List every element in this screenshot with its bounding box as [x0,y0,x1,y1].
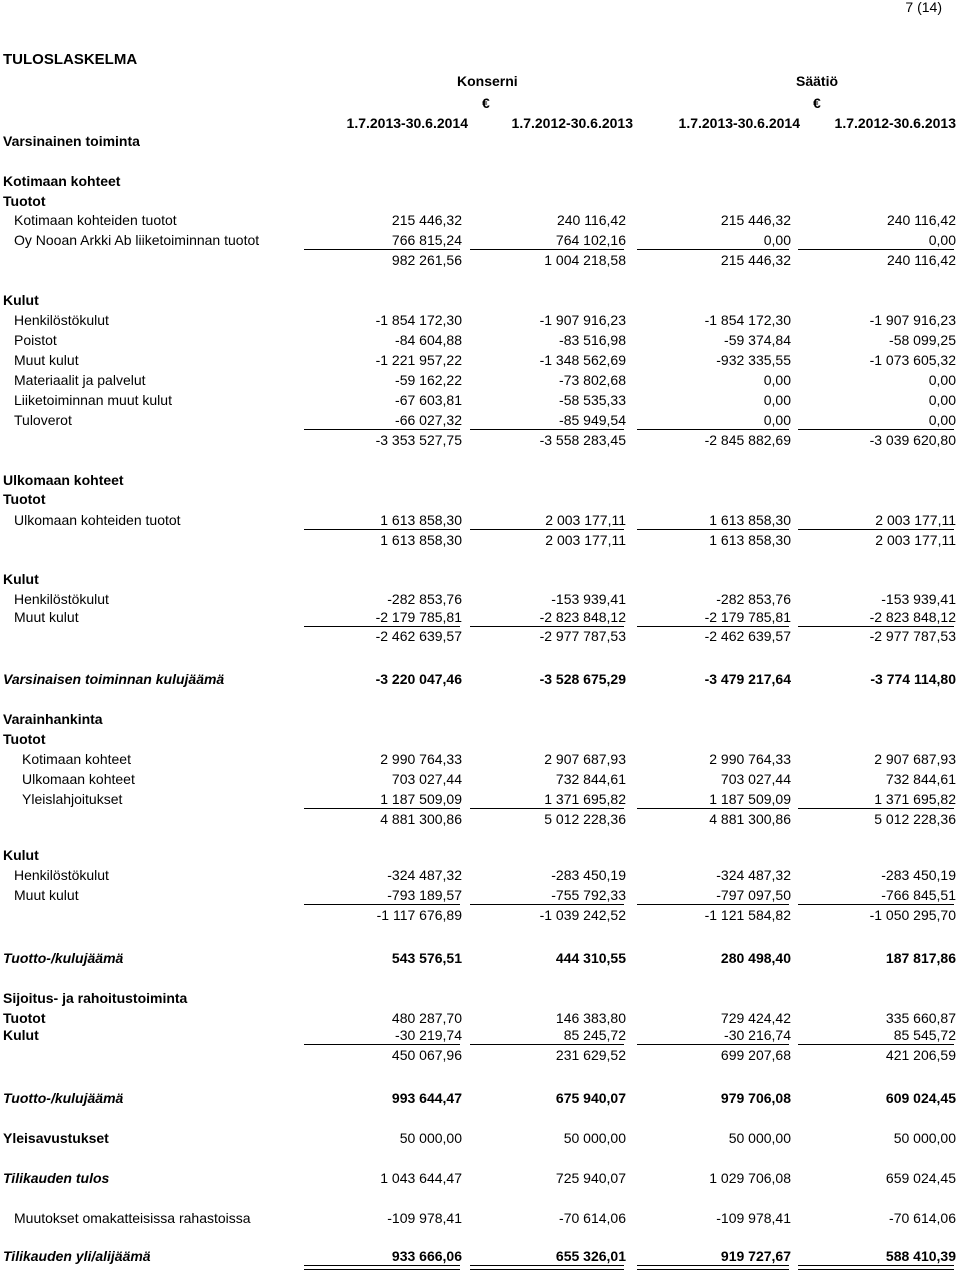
value-cell-col2: 2 003 177,11 [545,512,626,528]
sum-underline [304,1044,460,1045]
row-label: Tuotot [3,193,46,209]
period-konserni-current: 1.7.2013-30.6.2014 [346,115,468,131]
sum-underline [470,1044,624,1045]
row-label: Yleislahjoitukset [22,791,123,807]
value-cell-col2: -1 907 916,23 [539,312,626,328]
row-label: Ulkomaan kohteet [22,771,135,787]
double-underline [798,1265,954,1270]
value-cell-col3: 4 881 300,86 [709,811,791,827]
sum-underline [304,808,460,809]
value-cell-col3: 1 613 858,30 [709,512,791,528]
value-cell-col1: -67 603,81 [395,392,462,408]
value-cell-col1: 766 815,24 [391,232,462,248]
sum-underline [470,808,624,809]
value-cell-col1: -793 189,57 [387,887,462,903]
value-cell-col3: -797 097,50 [716,887,791,903]
value-cell-col4: 0,00 [928,232,956,248]
sum-underline [637,249,789,250]
value-cell-col2: -73 802,68 [559,372,626,388]
sum-underline [470,429,624,430]
sum-underline [637,529,789,530]
row-label: Materiaalit ja palvelut [14,372,146,388]
row-label: Kulut [3,1027,39,1043]
sum-underline [798,626,954,627]
sum-underline [470,626,624,627]
row-label: Tuotot [3,491,46,507]
section-label: Varsinainen toiminta [3,133,140,149]
row-label: Henkilöstökulut [14,867,109,883]
double-underline [637,1265,789,1270]
value-cell-col2: 85 245,72 [563,1027,626,1043]
value-cell-col4: -2 823 848,12 [869,609,956,625]
value-cell-col4: 0,00 [928,412,956,428]
sum-underline [798,249,954,250]
value-cell-col1: -2 179 785,81 [375,609,462,625]
row-label: Ulkomaan kohteet [3,472,124,488]
row-label: Kulut [3,292,39,308]
value-cell-col2: -153 939,41 [551,591,626,607]
value-cell-col4: -2 977 787,53 [869,628,956,644]
value-cell-col2: -83 516,98 [559,332,626,348]
value-cell-col4: 50 000,00 [893,1130,956,1146]
value-cell-col2: 231 629,52 [555,1047,626,1063]
value-cell-col4: 85 545,72 [893,1027,956,1043]
value-cell-col4: -283 450,19 [881,867,956,883]
row-label: Tuotot [3,731,46,747]
value-cell-col2: 240 116,42 [556,212,626,228]
value-cell-col1: -30 219,74 [395,1027,462,1043]
value-cell-col4: -766 845,51 [881,887,956,903]
double-underline [470,1265,624,1270]
value-cell-col3: -324 487,32 [716,867,791,883]
value-cell-col2: -85 949,54 [559,412,626,428]
row-label: Yleisavustukset [3,1130,109,1146]
value-cell-col3: 2 990 764,33 [709,751,791,767]
value-cell-col2: 655 326,01 [555,1248,626,1264]
row-label: Henkilöstökulut [14,591,109,607]
row-label: Poistot [14,332,57,348]
value-cell-col2: -1 348 562,69 [539,352,626,368]
value-cell-col1: -59 162,22 [395,372,462,388]
value-cell-col4: 0,00 [928,392,956,408]
row-label: Varsinaisen toiminnan kulujäämä [3,671,225,687]
sum-underline [470,249,624,250]
currency-saatio: € [813,95,821,111]
value-cell-col2: -3 558 283,45 [539,432,626,448]
page-number: 7 (14) [905,0,942,15]
value-cell-col4: -3 774 114,80 [870,671,956,687]
period-konserni-previous: 1.7.2012-30.6.2013 [511,115,633,131]
value-cell-col2: 764 102,16 [555,232,626,248]
value-cell-col4: 5 012 228,36 [874,811,956,827]
sum-underline [304,529,460,530]
value-cell-col3: 215 446,32 [720,252,791,268]
value-cell-col3: -109 978,41 [716,1210,791,1226]
value-cell-col4: 0,00 [928,372,956,388]
row-label: Tuotto-/kulujäämä [3,1090,124,1106]
sum-underline [798,1044,954,1045]
sum-underline [470,529,624,530]
value-cell-col4: -70 614,06 [889,1210,956,1226]
period-saatio-current: 1.7.2013-30.6.2014 [678,115,800,131]
row-label: Tilikauden tulos [3,1170,110,1186]
value-cell-col2: 146 383,80 [555,1010,626,1026]
value-cell-col1: 480 287,70 [391,1010,462,1026]
value-cell-col3: -2 462 639,57 [704,628,791,644]
value-cell-col3: 1 187 509,09 [709,791,791,807]
value-cell-col3: 699 207,68 [720,1047,791,1063]
value-cell-col1: -84 604,88 [395,332,462,348]
value-cell-col3: 1 613 858,30 [709,532,791,548]
value-cell-col2: 5 012 228,36 [544,811,626,827]
value-cell-col4: 240 116,42 [886,212,956,228]
value-cell-col1: 993 644,47 [391,1090,462,1106]
value-cell-col1: -66 027,32 [395,412,462,428]
double-underline [304,1265,460,1270]
value-cell-col3: -2 179 785,81 [704,609,791,625]
value-cell-col2: 2 907 687,93 [544,751,626,767]
row-label: Sijoitus- ja rahoitustoiminta [3,990,188,1006]
row-label: Kulut [3,571,39,587]
value-cell-col2: -283 450,19 [551,867,626,883]
value-cell-col4: 609 024,45 [885,1090,956,1106]
value-cell-col3: 919 727,67 [720,1248,791,1264]
value-cell-col1: 933 666,06 [391,1248,462,1264]
value-cell-col2: -58 535,33 [559,392,626,408]
value-cell-col2: 1 371 695,82 [544,791,626,807]
sum-underline [798,429,954,430]
value-cell-col4: 2 003 177,11 [875,532,956,548]
currency-konserni: € [482,95,490,111]
row-label: Varainhankinta [3,711,103,727]
value-cell-col4: -3 039 620,80 [869,432,956,448]
row-label: Muut kulut [14,887,79,903]
value-cell-col1: 2 990 764,33 [380,751,462,767]
value-cell-col1: -324 487,32 [387,867,462,883]
period-saatio-previous: 1.7.2012-30.6.2013 [834,115,956,131]
row-label: Kotimaan kohteet [22,751,131,767]
value-cell-col4: -1 907 916,23 [869,312,956,328]
value-cell-col1: 50 000,00 [399,1130,462,1146]
value-cell-col4: 732 844,61 [885,771,956,787]
row-label: Muut kulut [14,609,79,625]
value-cell-col1: 543 576,51 [391,950,462,966]
value-cell-col3: 0,00 [763,412,791,428]
value-cell-col1: 1 613 858,30 [380,512,462,528]
sum-underline [637,1044,789,1045]
value-cell-col2: 50 000,00 [563,1130,626,1146]
value-cell-col3: -1 854 172,30 [704,312,791,328]
value-cell-col1: -109 978,41 [387,1210,462,1226]
sum-underline [304,626,460,627]
sum-underline [637,904,789,905]
row-label: Kotimaan kohteet [3,173,121,189]
row-label: Tuotto-/kulujäämä [3,950,124,966]
row-label: Ulkomaan kohteiden tuotot [14,512,181,528]
group-konserni: Konserni [457,73,518,89]
value-cell-col2: 2 003 177,11 [545,532,626,548]
value-cell-col3: 729 424,42 [720,1010,791,1026]
row-label: Tuloverot [14,412,72,428]
sum-underline [304,249,460,250]
value-cell-col1: -1 117 676,89 [376,907,462,923]
value-cell-col2: -70 614,06 [559,1210,626,1226]
value-cell-col1: -3 220 047,46 [375,671,462,687]
value-cell-col1: -3 353 527,75 [375,432,462,448]
value-cell-col3: -3 479 217,64 [704,671,791,687]
sum-underline [470,904,624,905]
value-cell-col4: -1 073 605,32 [869,352,956,368]
value-cell-col4: 187 817,86 [885,950,956,966]
sum-underline [637,808,789,809]
value-cell-col4: 240 116,42 [886,252,956,268]
value-cell-col4: 588 410,39 [885,1248,956,1264]
sum-underline [304,429,460,430]
row-label: Tuotot [3,1010,46,1026]
value-cell-col3: -1 121 584,82 [704,907,791,923]
value-cell-col1: -282 853,76 [387,591,462,607]
value-cell-col3: -2 845 882,69 [704,432,791,448]
value-cell-col2: 725 940,07 [555,1170,626,1186]
value-cell-col4: 335 660,87 [885,1010,956,1026]
value-cell-col3: 703 027,44 [720,771,791,787]
row-label: Kulut [3,847,39,863]
value-cell-col3: 979 706,08 [720,1090,791,1106]
value-cell-col3: 215 446,32 [720,212,791,228]
row-label: Liiketoiminnan muut kulut [14,392,172,408]
value-cell-col2: 1 004 218,58 [544,252,626,268]
sum-underline [304,904,460,905]
group-saatio: Säätiö [796,73,839,89]
value-cell-col4: 2 907 687,93 [874,751,956,767]
row-label: Henkilöstökulut [14,312,109,328]
value-cell-col3: 1 029 706,08 [709,1170,791,1186]
value-cell-col4: 421 206,59 [885,1047,956,1063]
value-cell-col3: 0,00 [763,392,791,408]
value-cell-col4: -153 939,41 [881,591,956,607]
value-cell-col1: 982 261,56 [391,252,462,268]
value-cell-col3: -932 335,55 [716,352,791,368]
value-cell-col2: -755 792,33 [551,887,626,903]
sum-underline [798,808,954,809]
value-cell-col1: 215 446,32 [391,212,462,228]
value-cell-col3: 50 000,00 [728,1130,791,1146]
value-cell-col3: -30 216,74 [724,1027,791,1043]
value-cell-col2: -2 977 787,53 [539,628,626,644]
value-cell-col3: 0,00 [763,372,791,388]
value-cell-col1: 4 881 300,86 [380,811,462,827]
row-label: Muut kulut [14,352,79,368]
value-cell-col1: 1 613 858,30 [380,532,462,548]
sum-underline [798,529,954,530]
sum-underline [637,429,789,430]
value-cell-col4: -1 050 295,70 [869,907,956,923]
page-title: TULOSLASKELMA [3,51,138,68]
row-label: Muutokset omakatteisissa rahastoissa [14,1210,251,1226]
value-cell-col1: -2 462 639,57 [375,628,462,644]
value-cell-col3: -59 374,84 [724,332,791,348]
value-cell-col2: 732 844,61 [555,771,626,787]
row-label: Kotimaan kohteiden tuotot [14,212,177,228]
value-cell-col2: 444 310,55 [555,950,626,966]
value-cell-col1: 450 067,96 [391,1047,462,1063]
value-cell-col4: 2 003 177,11 [875,512,956,528]
value-cell-col1: 1 043 644,47 [380,1170,462,1186]
value-cell-col4: -58 099,25 [889,332,956,348]
sum-underline [637,626,789,627]
value-cell-col2: -1 039 242,52 [539,907,626,923]
value-cell-col2: 675 940,07 [555,1090,626,1106]
value-cell-col3: -282 853,76 [716,591,791,607]
row-label: Oy Nooan Arkki Ab liiketoiminnan tuotot [14,232,260,248]
row-label: Tilikauden yli/alijäämä [3,1248,151,1264]
value-cell-col1: 1 187 509,09 [380,791,462,807]
value-cell-col3: 280 498,40 [720,950,791,966]
value-cell-col4: 659 024,45 [885,1170,956,1186]
value-cell-col4: 1 371 695,82 [874,791,956,807]
value-cell-col1: -1 221 957,22 [375,352,462,368]
sum-underline [798,904,954,905]
value-cell-col1: 703 027,44 [391,771,462,787]
value-cell-col3: 0,00 [763,232,791,248]
value-cell-col2: -2 823 848,12 [539,609,626,625]
value-cell-col2: -3 528 675,29 [539,671,626,687]
value-cell-col1: -1 854 172,30 [375,312,462,328]
